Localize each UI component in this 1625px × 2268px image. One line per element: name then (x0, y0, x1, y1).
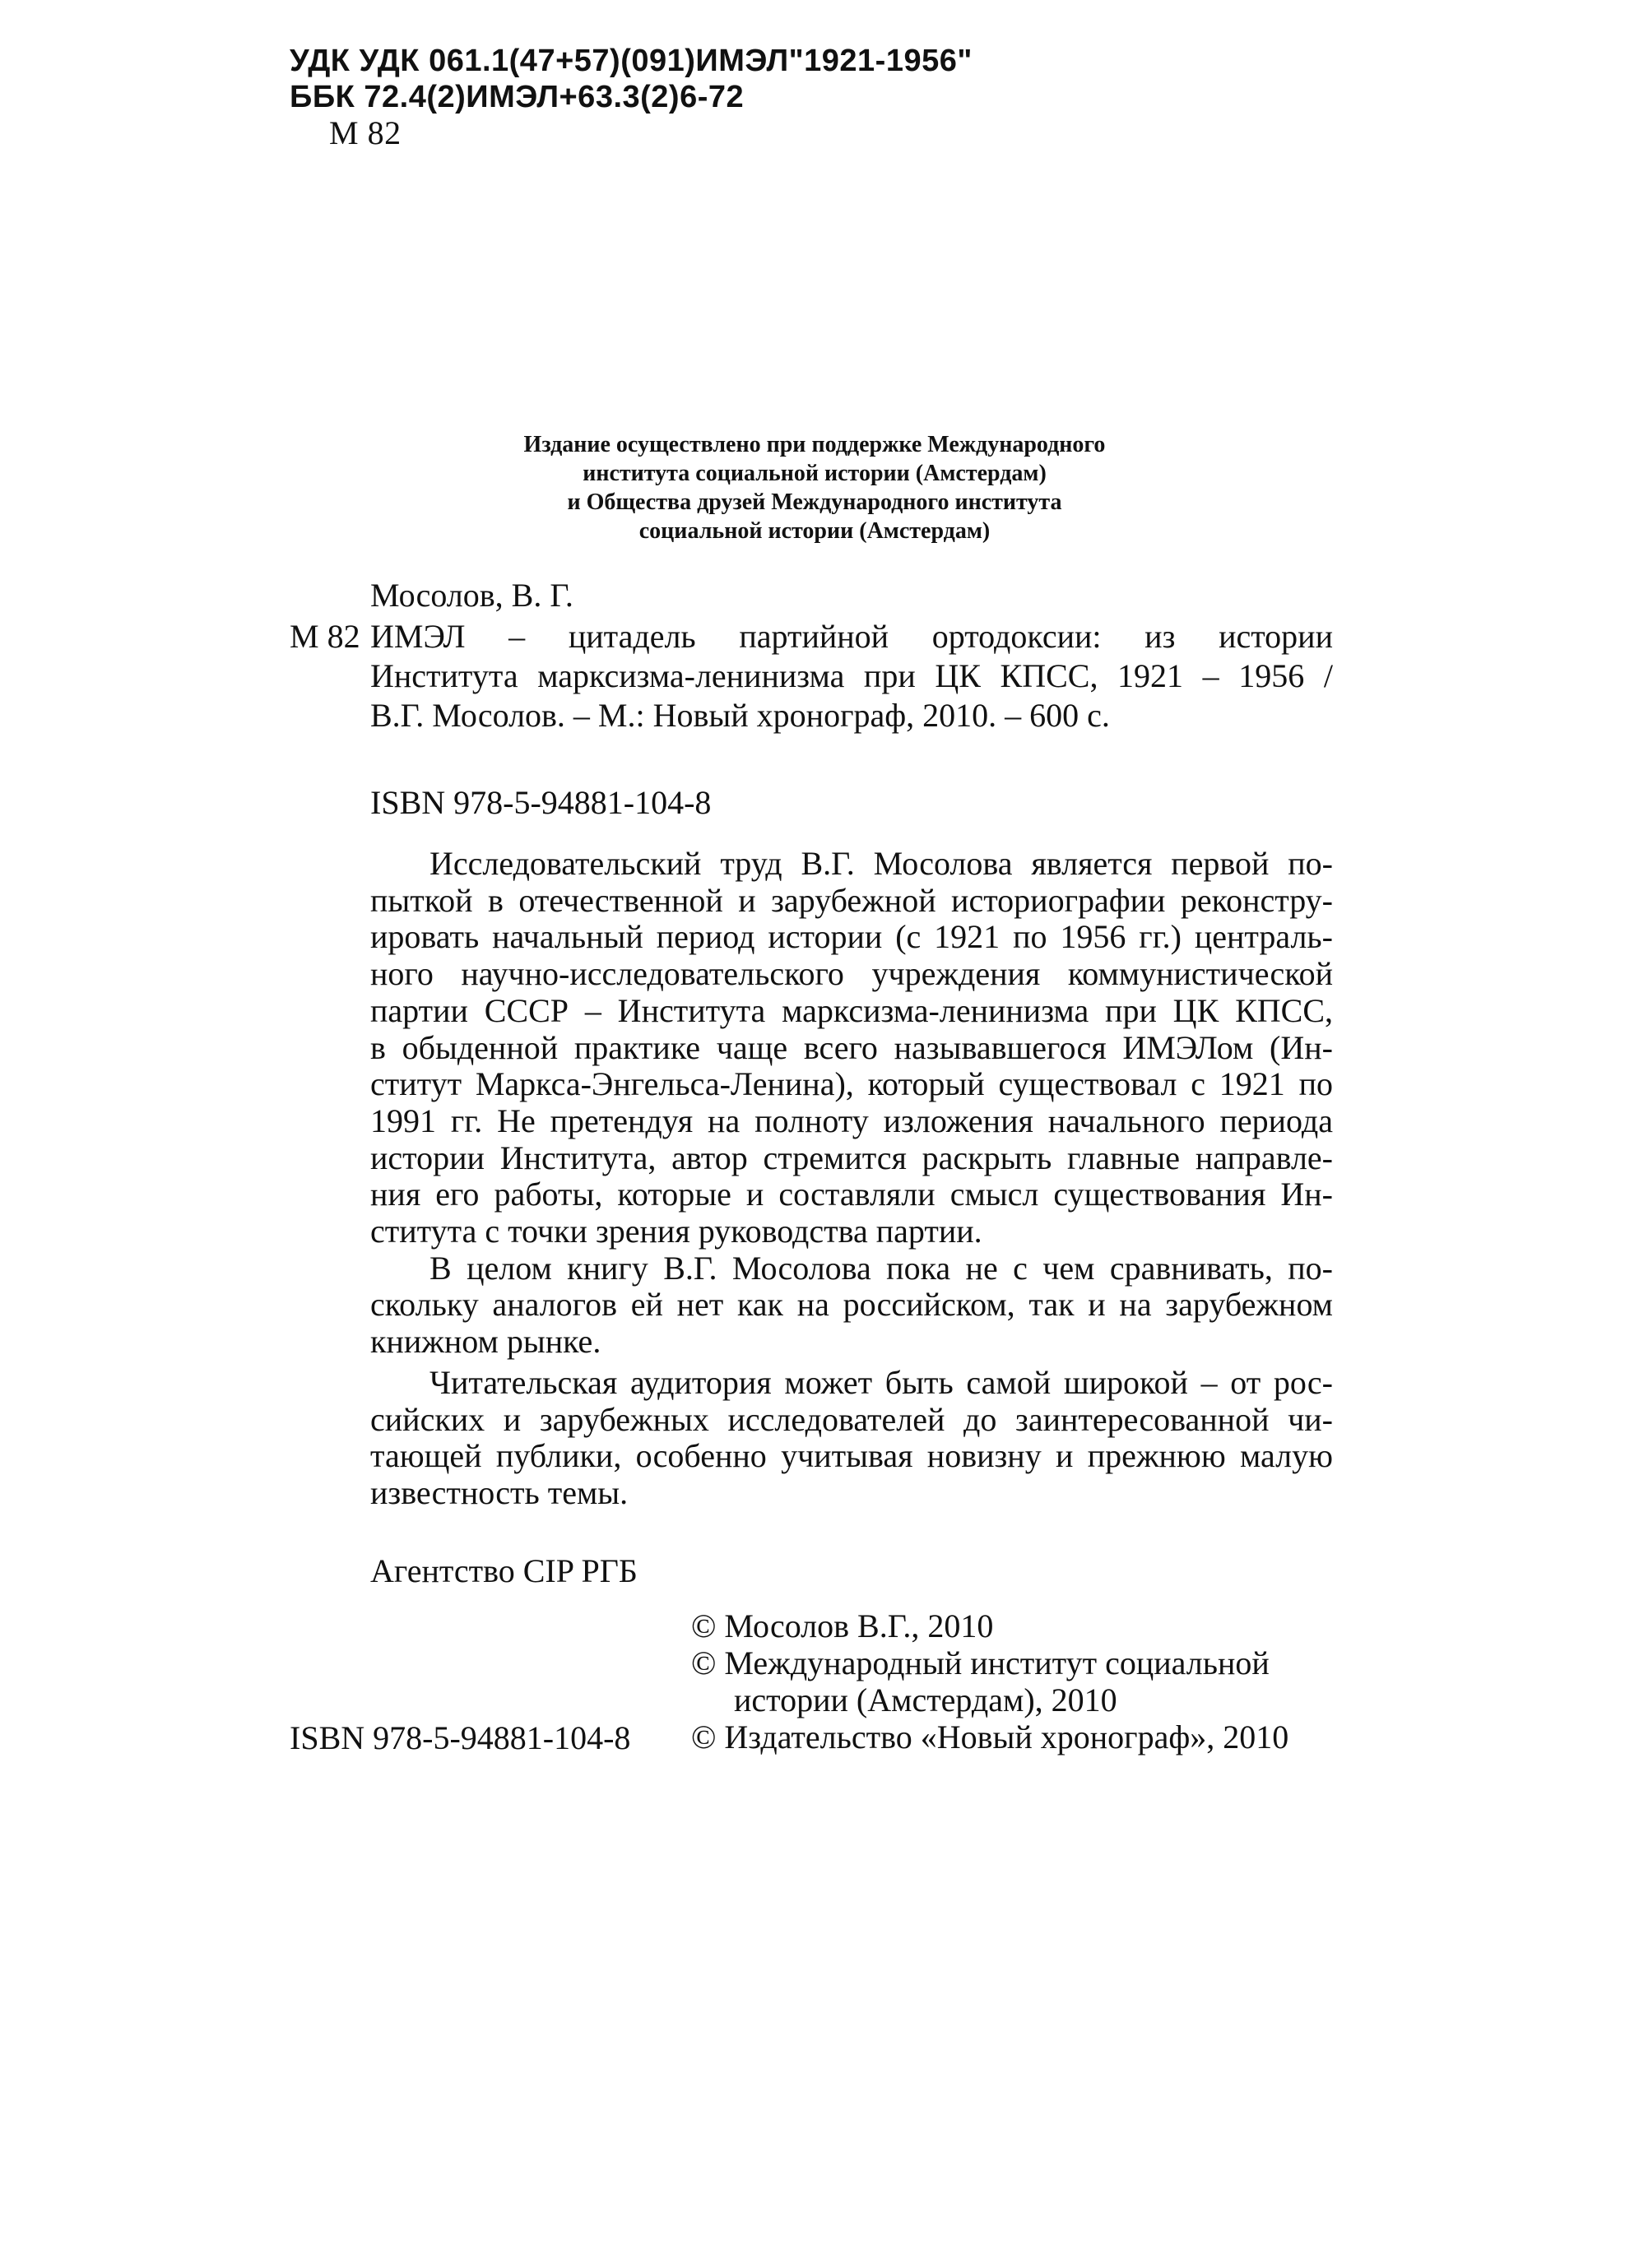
annotation-line: Исследовательский труд В.Г. Мосолова является первой по- (429, 845, 1333, 882)
catalog-isbn: ISBN 978-5-94881-104-8 (370, 784, 712, 821)
catalog-line: В.Г. Мосолов. – М.: Новый хронограф, 2010. – 600 с. (370, 697, 1110, 734)
annotation-line: В целом книгу В.Г. Мосолова пока не с чем сравнивать, по- (429, 1249, 1333, 1287)
annotation-line: пыткой в отечественной и зарубежной историографии реконстру- (370, 881, 1333, 919)
copyright-isbn: ISBN 978-5-94881-104-8 (290, 1719, 631, 1756)
support-note (378, 430, 1251, 545)
annotation-line: тающей публики, особенно учитывая новизну и прежнюю малую (370, 1437, 1333, 1475)
udk-code: УДК УДК 061.1(47+57)(091)ИМЭЛ"1921-1956" (290, 44, 973, 78)
catalog-author: Мосолов, В. Г. (370, 577, 573, 614)
classification-codes (290, 43, 973, 151)
copyright-publisher: © Издательство «Новый хронограф», 2010 (691, 1718, 1289, 1755)
copyright-author: © Мосолов В.Г., 2010 (691, 1607, 994, 1644)
annotation-line: сийских и зарубежных исследователей до заинтересованной чи- (370, 1400, 1333, 1438)
catalog-line: ИМЭЛ – цитадель партийной ортодоксии: из истории (370, 618, 1333, 655)
cip-agency: Агентство CIP РГБ (370, 1552, 638, 1589)
annotation-line: 1991 гг. Не претендуя на полноту изложения начального периода (370, 1102, 1333, 1139)
catalog-shelf-mark: М 82 (290, 618, 360, 655)
annotation-line: ститута с точки зрения руководства партии. (370, 1213, 982, 1250)
annotation-line: известность темы. (370, 1473, 629, 1511)
copyright-block (691, 1607, 1288, 1755)
support-line: и Общества друзей Международного института (567, 489, 1062, 515)
annotation-line: скольку аналогов ей нет как на российском, так и на зарубежном (370, 1286, 1333, 1324)
annotation-line: ститут Маркса-Энгельса-Ленина), который существовал с 1921 по (370, 1065, 1333, 1103)
annotation (370, 846, 1333, 1512)
shelf-mark: М 82 (329, 114, 402, 151)
annotation-line: книжном рынке. (370, 1323, 601, 1361)
support-line: Издание осуществлено при поддержке Международного (523, 432, 1106, 457)
annotation-line: в обыденной практике чаще всего называвшегося ИМЭЛом (Ин- (370, 1028, 1333, 1066)
annotation-line: ного научно-исследовательского учреждения коммунистической (370, 955, 1333, 993)
copyright-institute: © Международный институт социальной (691, 1644, 1270, 1681)
copyright-institute-cont: истории (Амстердам), 2010 (734, 1681, 1117, 1718)
bbk-code: ББК 72.4(2)ИМЭЛ+63.3(2)6-72 (290, 80, 745, 114)
annotation-line: партии СССР – Института марксизма-ленинизма при ЦК КПСС, (370, 991, 1333, 1029)
catalog-line: Института марксизма-ленинизма при ЦК КПСС, 1921 – 1956 / (370, 657, 1333, 694)
catalog-description (290, 617, 1333, 735)
annotation-line: ния его работы, которые и составляли смысл существования Ин- (370, 1176, 1333, 1213)
support-line: социальной истории (Амстердам) (638, 518, 991, 544)
annotation-line: Читательская аудитория может быть самой широкой – от рос- (429, 1363, 1333, 1401)
support-line: института социальной истории (Амстердам) (583, 461, 1047, 486)
annotation-line: истории Института, автор стремится раскрыть главные направле- (370, 1139, 1333, 1176)
annotation-line: ировать начальный период истории (с 1921 по 1956 гг.) централь- (370, 918, 1333, 956)
